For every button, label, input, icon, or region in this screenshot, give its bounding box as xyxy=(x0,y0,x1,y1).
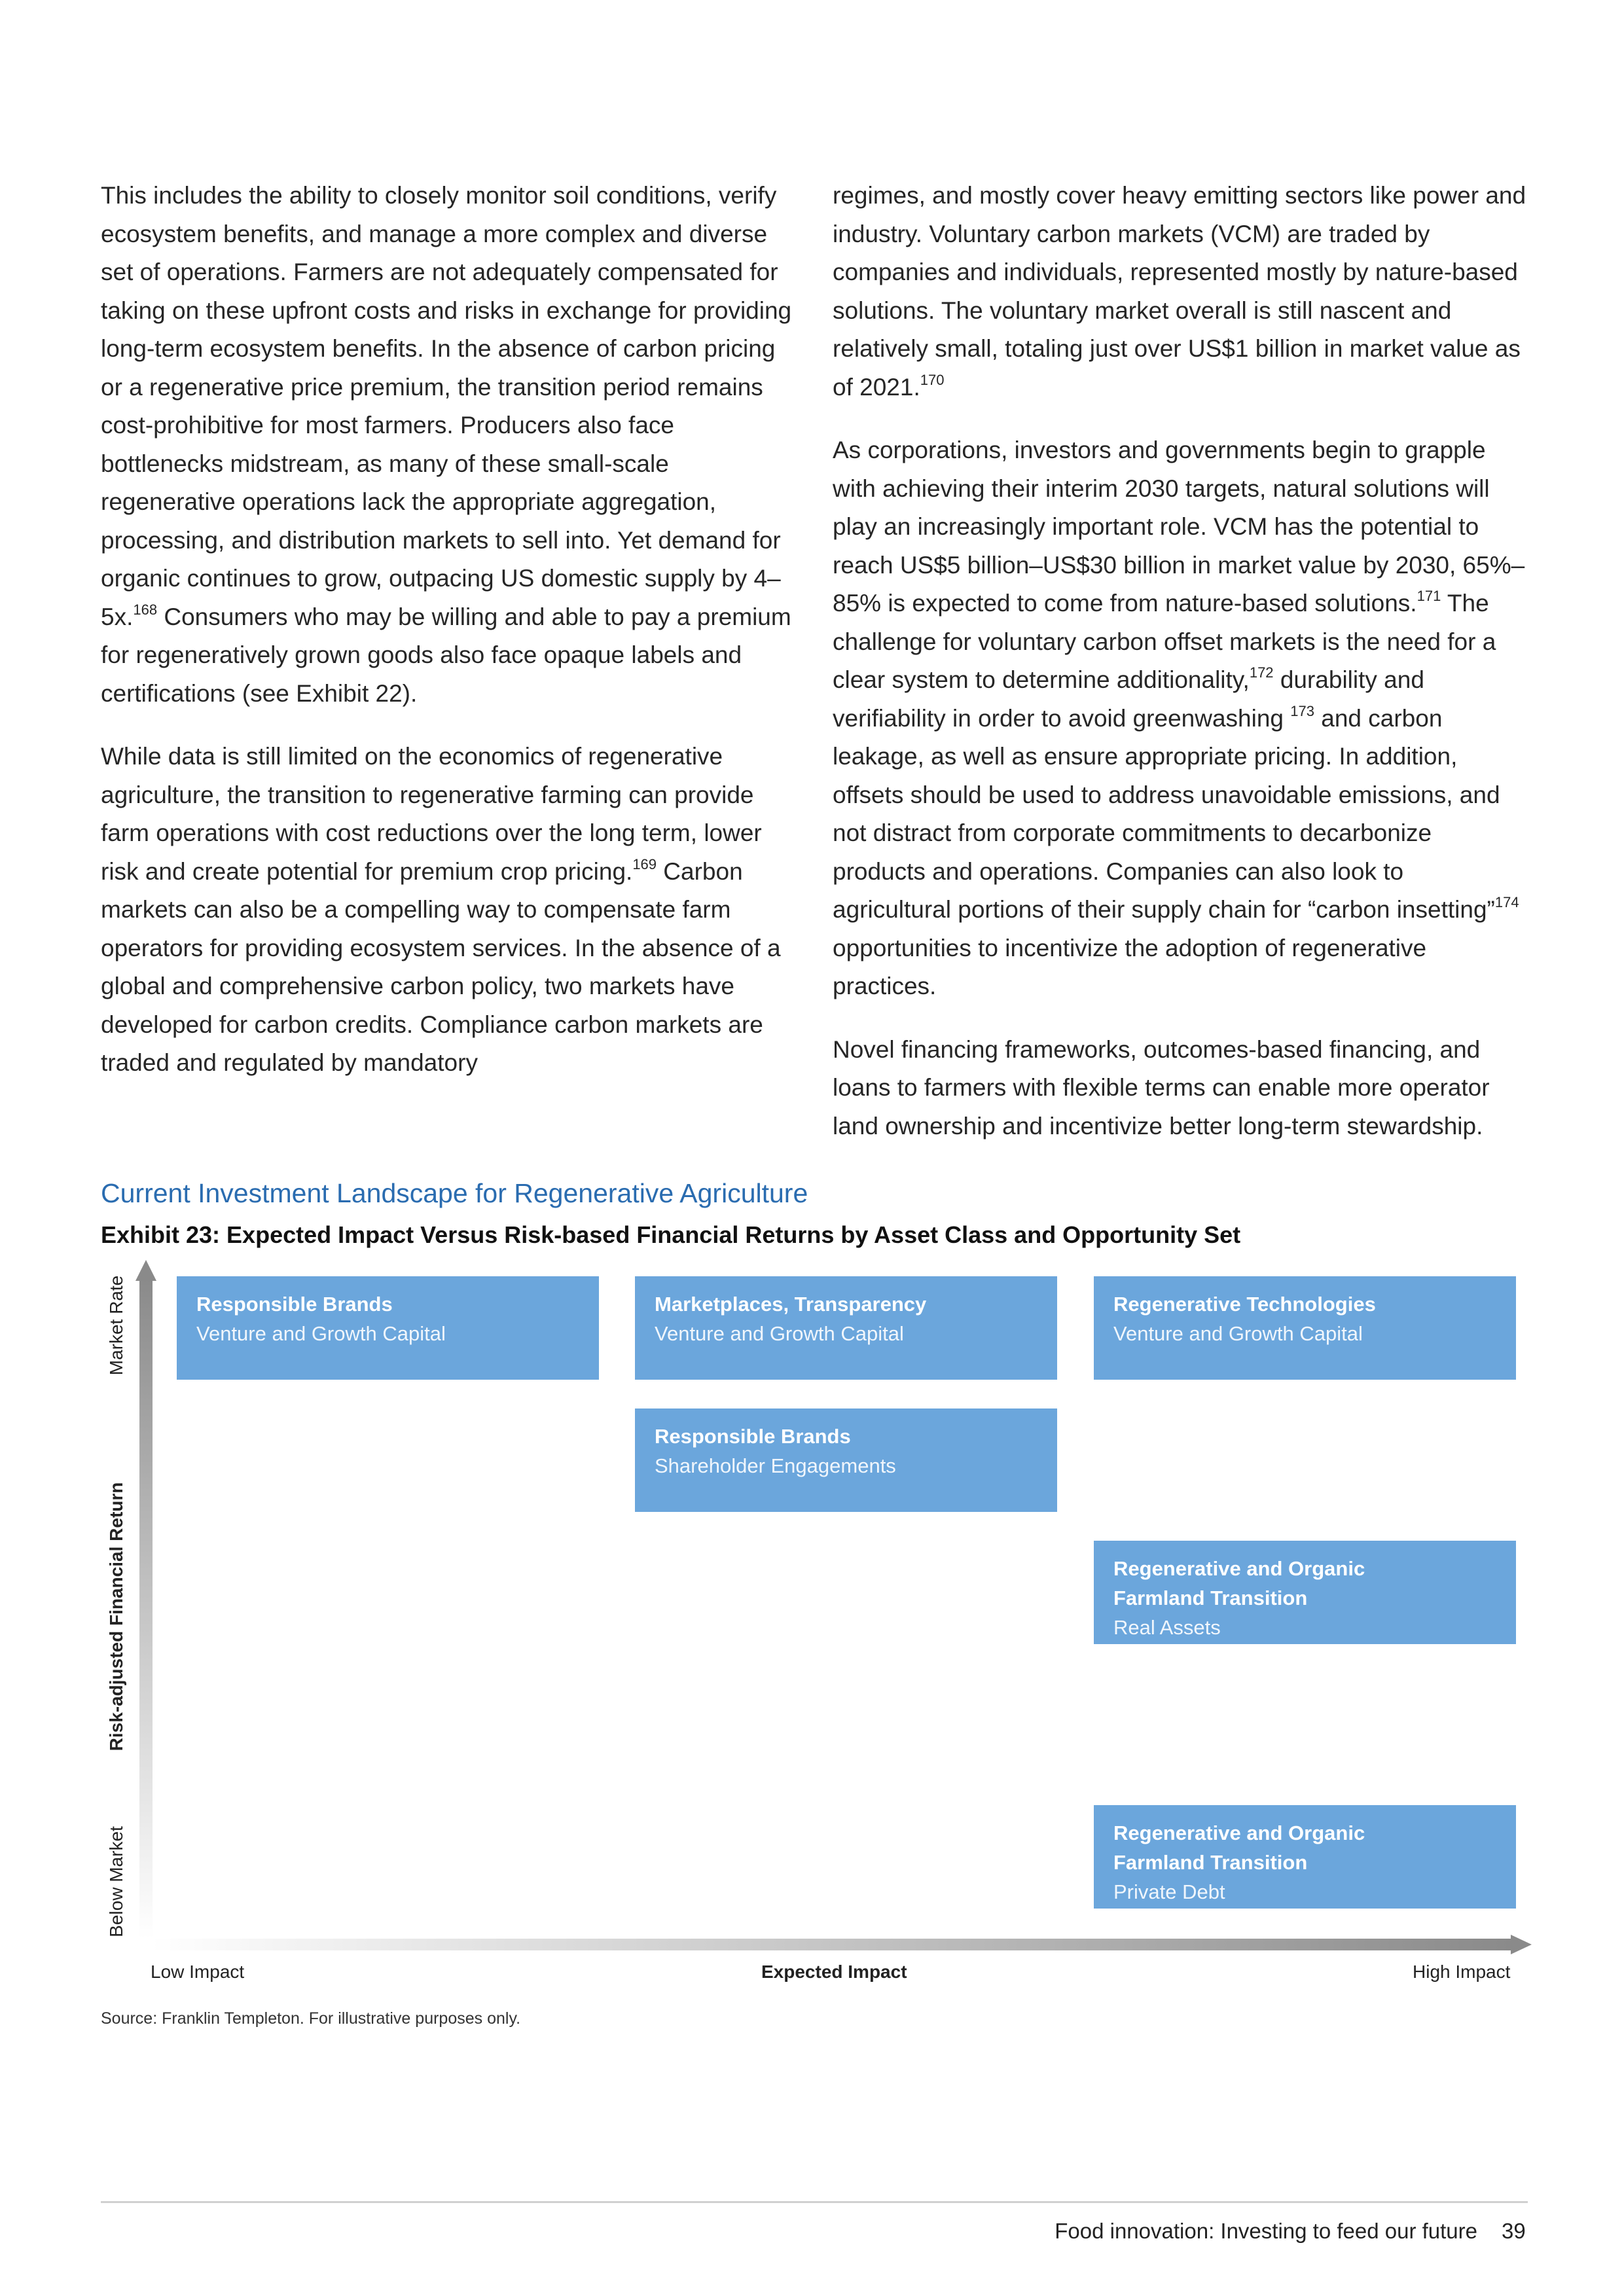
box-title: Regenerative and Organic xyxy=(1113,1557,1365,1580)
box-title: Regenerative Technologies xyxy=(1113,1293,1376,1316)
chart-box-farmland-private-debt xyxy=(1094,1805,1516,1909)
y-axis-arrow xyxy=(139,1278,153,1939)
x-axis-title: Expected Impact xyxy=(761,1962,907,1982)
right-paragraph-2: As corporations, investors and governments begin to grapple with achieving their interim 2030 targets, natural solutions will play an increasingly important role. VCM has the potential to reach US$5 billion–US$30 billion in market value by 2030, 65%–85% is expected to come from nature-based solutions.$^{171}$ The challenge for voluntary carbon offset markets is the need for a clear system to determine additionality,$^{172}$ durability and verifiability in order to avoid greenwashing $^{173}$ and carbon leakage, as well as ensure appropriate pricing. In addition, offsets should be used to address unavoidable emissions, and not distract from corporate commitments to decarbonize products and operations. Companies can also look to agricultural portions of their supply chain for “carbon insetting”$^{174}$ opportunities to incentivize the adoption of regenerative practices. xyxy=(833,437,1525,999)
box-subtitle: Venture and Growth Capital xyxy=(655,1322,904,1345)
footer-divider xyxy=(101,2201,1528,2203)
footnote-ref[interactable]: 174 xyxy=(1494,894,1519,910)
y-axis-bottom-label: Below Market xyxy=(106,1826,126,1937)
x-axis-left-label: Low Impact xyxy=(151,1962,245,1982)
footnote-ref[interactable]: 172 xyxy=(1249,664,1274,681)
left-paragraph-2: While data is still limited on the economics of regenerative agriculture, the transition to regenerative farming can provide farm operations with cost reductions over the long term, lower risk and create potential for premium crop pricing.$^{169}$ Carbon markets can also be a compelling way to compensate farm operators for providing ecosystem services. In the absence of a global and comprehensive carbon policy, two markets have developed for carbon credits. Compliance carbon markets are traded and regulated by mandatory xyxy=(101,743,781,1076)
box-title: Farmland Transition xyxy=(1113,1851,1308,1874)
x-axis-right-label: High Impact xyxy=(1413,1962,1511,1982)
y-axis-arrowhead-icon xyxy=(135,1260,156,1281)
footnote-ref[interactable]: 170 xyxy=(920,371,945,388)
box-subtitle: Venture and Growth Capital xyxy=(196,1322,446,1345)
left-text-column xyxy=(101,177,801,1083)
box-title: Responsible Brands xyxy=(655,1425,851,1448)
right-text-column xyxy=(833,177,1528,1145)
box-title: Regenerative and Organic xyxy=(1113,1821,1365,1844)
chart-box-responsible-brands-vc xyxy=(177,1276,599,1380)
footnote-ref[interactable]: 169 xyxy=(632,855,657,872)
chart-box-regenerative-technologies-vc xyxy=(1094,1276,1516,1380)
right-paragraph-3: Novel financing frameworks, outcomes-based financing, and loans to farmers with flexible terms can enable more operator land ownership and incentivize better long-term stewardship. xyxy=(833,1035,1490,1139)
footnote-ref[interactable]: 168 xyxy=(133,601,158,618)
chart-box-responsible-brands-shareholder xyxy=(635,1408,1057,1512)
chart-box-farmland-real-assets xyxy=(1094,1541,1516,1644)
y-axis-title: Risk-adjusted Financial Return xyxy=(106,1482,126,1751)
exhibit-title: Exhibit 23: Expected Impact Versus Risk-based Financial Returns by Asset Class and Opportunity Set xyxy=(101,1221,1241,1248)
y-axis-top-label: Market Rate xyxy=(106,1275,126,1376)
box-title: Farmland Transition xyxy=(1113,1587,1308,1609)
section-heading: Current Investment Landscape for Regenerative Agriculture xyxy=(101,1178,808,1208)
footer-title: Food innovation: Investing to feed our future xyxy=(1055,2219,1477,2243)
x-axis-arrow xyxy=(152,1939,1512,1950)
source-note: Source: Franklin Templeton. For illustrative purposes only. xyxy=(101,2009,521,2028)
box-subtitle: Real Assets xyxy=(1113,1616,1221,1639)
chart-box-marketplaces-vc xyxy=(635,1276,1057,1380)
box-title: Marketplaces, Transparency xyxy=(655,1293,927,1316)
box-subtitle: Venture and Growth Capital xyxy=(1113,1322,1363,1345)
box-title: Responsible Brands xyxy=(196,1293,393,1316)
right-paragraph-1: regimes, and mostly cover heavy emitting sectors like power and industry. Voluntary carbon markets (VCM) are traded by companies and individuals, represented mostly by nature-based solutions. The voluntary market overall is still nascent and relatively small, totaling just over US$1 billion in market value as of 2021.$^{170}$ xyxy=(833,182,1526,401)
box-subtitle: Shareholder Engagements xyxy=(655,1454,896,1477)
footnote-ref[interactable]: 171 xyxy=(1416,588,1441,604)
page-number: 39 xyxy=(1502,2219,1526,2243)
box-subtitle: Private Debt xyxy=(1113,1880,1225,1903)
x-axis-arrowhead-icon xyxy=(1511,1935,1532,1954)
left-paragraph-1: This includes the ability to closely monitor soil conditions, verify ecosystem benefits, and manage a more complex and diverse set of operations. Farmers are not adequately compensated for taking on these upfront costs and risks in exchange for providing long-term ecosystem benefits. In the absence of carbon pricing or a regenerative price premium, the transition period remains cost-prohibitive for most farmers. Producers also face bottlenecks midstream, as many of these small-scale regenerative operations lack the appropriate aggregation, processing, and distribution markets to sell into. Yet demand for organic continues to grow, outpacing US domestic supply by 4–5x.$^{168}$ Consumers who may be willing and able to pay a premium for regeneratively grown goods also face opaque labels and certifications (see Exhibit 22). xyxy=(101,182,792,707)
footnote-ref[interactable]: 173 xyxy=(1290,702,1314,719)
